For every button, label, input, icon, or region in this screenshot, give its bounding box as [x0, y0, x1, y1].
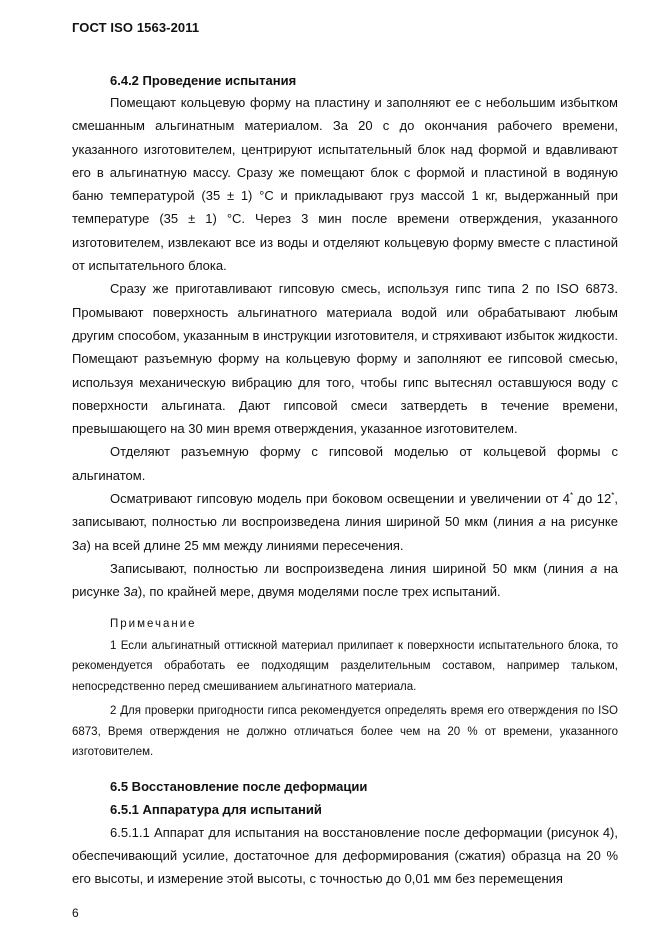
- text-run: , записывают, полностью ли воспроизведена линия шириной 50 мкм (линия: [72, 491, 619, 530]
- paragraph-recording: [72, 557, 618, 604]
- document-header: ГОСТ ISO 1563-2011: [72, 20, 200, 35]
- paragraph: Помещают кольцевую форму на пластину и заполняют ее с небольшим избытком смешанным альгинатным материалом. За 20 с до окончания рабочего времени, указанного изготовителем, центрируют испытательный блок над формой и вдавливают его в альгинатную массу. Сразу же помещают блок с формой и пластиной в водяную баню температурой (35 ± 1) °С и прикладывают груз массой 1 кг, выдержанный при температуре (35 ± 1) °С. Через 3 мин после времени отверждения, указанного изготовителем, извлекают все из воды и отделяют кольцевую форму вместе с пластиной от испытательного блока.: [72, 95, 618, 274]
- note-item: 2 Для проверки пригодности гипса рекомендуется определять время его отверждения по ISO 6873, Время отверждения не должно отличаться более чем на 20 % от времени, указанного изготовителем.: [72, 705, 618, 759]
- italic-letter: а: [538, 514, 546, 530]
- text-run: на рисунке 3: [72, 560, 618, 600]
- document-body: [72, 70, 618, 890]
- text-run: на рисунке 3: [72, 514, 618, 553]
- heading-6-5: 6.5 Восстановление после деформации: [110, 778, 368, 794]
- italic-letter: а: [130, 584, 138, 600]
- note-title: Примечание: [110, 617, 197, 630]
- heading-6-5-1: 6.5.1 Аппаратура для испытаний: [110, 801, 322, 817]
- text-run: Осматривают гипсовую модель при боковом освещении и увеличении от 4: [110, 491, 570, 507]
- text-run: Записывают, полностью ли воспроизведена линия шириной 50 мкм (линия: [110, 560, 591, 576]
- page-number: 6: [72, 906, 79, 920]
- superscript: *: [611, 491, 615, 501]
- paragraph: 6.5.1.1 Аппарат для испытания на восстановление после деформации (рисунок 4), обеспечивающий усилие, достаточное для деформирования (сжатия) образца на 20 % его высоты, и измерение этой высоты, с точностью до 0,01 мм без перемещения: [72, 824, 618, 887]
- paragraph: Сразу же приготавливают гипсовую смесь, используя гипс типа 2 по ISO 6873. Промывают поверхность альгинатного материала водой или обрабатывают любым другим способом, указанным в инструкции изготовителя, и стряхивают избыток жидкости. Помещают разъемную форму на кольцевую форму и заполняют ее гипсовой смесью, используя механическую вибрацию для того, чтобы гипс вытеснял оставшуюся воду с поверхности альгината. Дают гипсовой смеси затвердеть в течение времени, превышающего на 30 мин время отверждения, указанное изготовителем.: [72, 281, 618, 437]
- italic-letter: а: [590, 560, 598, 576]
- superscript: *: [570, 491, 574, 501]
- heading-6-4-2: 6.4.2 Проведение испытания: [110, 73, 297, 88]
- paragraph: Отделяют разъемную форму с гипсовой моделью от кольцевой формы с альгинатом.: [72, 444, 618, 483]
- note-item: 1 Если альгинатный оттискной материал прилипает к поверхности испытательного блока, то рекомендуется обработать ее подходящим разделительным составом, например тальком, непосредственно перед смешиванием альгинатного материала.: [72, 639, 618, 693]
- text-run: ), по крайней мере, двумя моделями после трех испытаний.: [137, 584, 501, 600]
- text-run: ) на всей длине 25 мм между линиями пересечения.: [86, 537, 404, 553]
- text-run: до 12: [573, 491, 612, 507]
- paragraph-magnification: [72, 487, 618, 557]
- italic-letter: а: [79, 537, 87, 553]
